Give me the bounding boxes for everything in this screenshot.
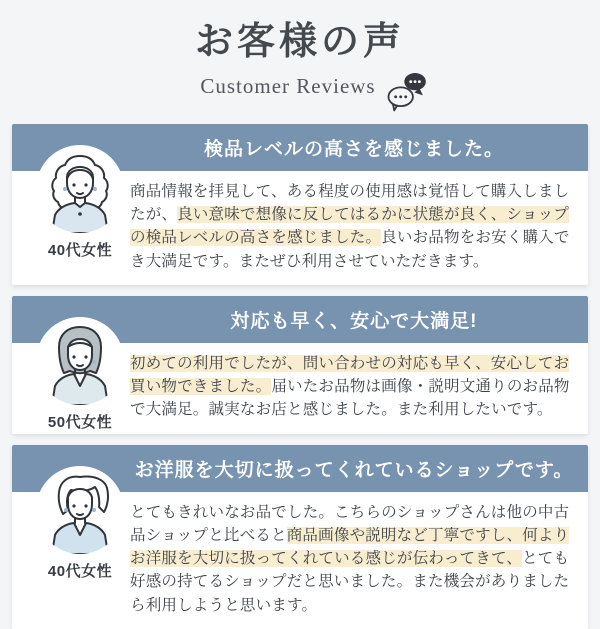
woman-50s-gray-bob-avatar-icon [36, 317, 124, 405]
page-subtitle-row [14, 66, 600, 108]
review-card [12, 445, 588, 629]
woman-40s-wavy-hair-avatar-icon [36, 145, 124, 233]
reviewer-avatar [32, 466, 128, 581]
highlighted-review-text: 商品画像や説明など丁寧ですし、何よりお洋服を大切に扱ってくれている感じが伝わってきて、 [130, 526, 570, 568]
review-text-run: とても好感の持てるショップだと思いました。また機会がありましたら利用しようと思います。 [130, 550, 570, 614]
review-text-run: とてもきれいなお品でした。こちらのショップさんは他の中古品ショップと比べると [130, 503, 570, 544]
review-text-run: 商品情報を拝見して、ある程度の使用感は覚悟して購入しましたが、 [130, 182, 570, 224]
reviewer-label: 40代女性 [47, 562, 113, 580]
highlighted-review-text: 初めての利用でしたが、問い合わせの対応も早く、安心してお買い物できました。 [130, 354, 570, 396]
review-card [12, 296, 588, 434]
review-heading: 検品レベルの高さを感じました。 [203, 138, 504, 160]
highlighted-review-text: 良い意味で想像に反してはるかに状態が良く、ショップの検品レベルの高さを感じました。 [130, 206, 569, 247]
page-header [0, 0, 600, 108]
page-subtitle: Customer Reviews [200, 74, 376, 99]
woman-40s-short-hair-avatar-icon [36, 466, 124, 554]
review-heading: お洋服を大切に扱ってくれているショップです。 [134, 459, 574, 481]
review-text-run: 良いお品物をお安く購入でき大満足です。またぜひ利用させていただきます。 [130, 229, 570, 270]
review-card [12, 124, 588, 285]
reviewer-avatar [32, 145, 128, 260]
speech-bubbles-icon [382, 70, 428, 112]
page-title: お客様の声 [194, 21, 405, 63]
reviewer-avatar [32, 317, 128, 432]
review-text-run: 届いたお品物は画像・説明文通りのお品物で大満足。誠実なお店と感じました。また利用したいです。 [130, 378, 570, 419]
reviewer-label: 40代女性 [47, 241, 113, 259]
reviews-list [12, 124, 588, 629]
review-heading: 対応も早く、安心で大満足! [230, 310, 478, 332]
reviewer-label: 50代女性 [47, 413, 113, 431]
